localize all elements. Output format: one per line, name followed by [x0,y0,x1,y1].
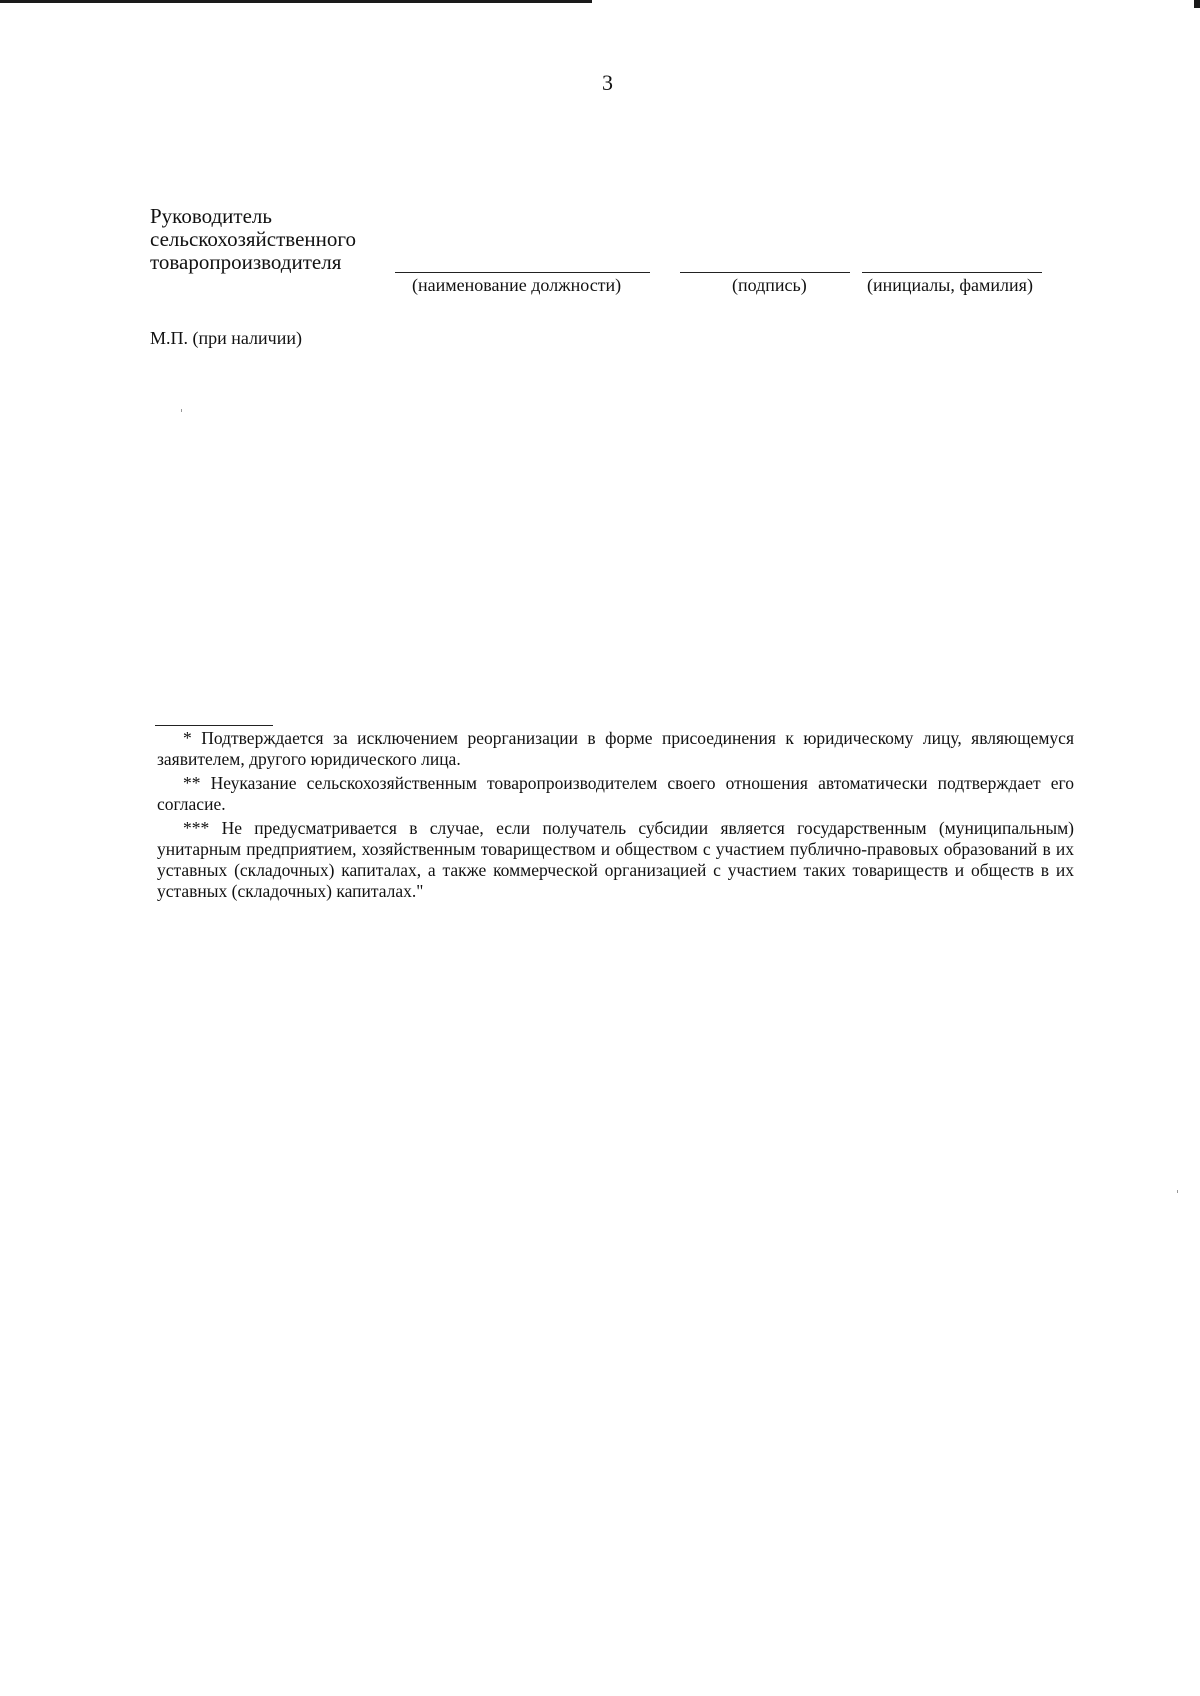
stamp-place-label: М.П. (при наличии) [150,328,302,348]
signer-title-line: товаропроизводителя [150,250,342,274]
footnote-separator [155,725,273,726]
footnote-1: * Подтверждается за исключением реорганизации в форме присоединения к юридическому лицу, являющемуся заявителем, другого юридического лица. [157,728,1074,769]
scan-edge-mark [0,0,592,3]
signer-title [150,205,356,274]
signer-title-line: Руководитель [150,204,272,228]
scan-corner-mark [1194,0,1200,8]
signer-title-line: сельскохозяйственного [150,227,356,251]
position-field-line [395,272,650,273]
name-field-line [862,272,1042,273]
scan-speck [1177,1190,1178,1193]
page-number: 3 [602,70,613,95]
position-caption: (наименование должности) [412,275,622,295]
signature-field-line [680,272,850,273]
signature-caption: (подпись) [732,275,807,295]
footnote-3: *** Не предусматривается в случае, если получатель субсидии является государственным (муниципальным) унитарным предприятием, хозяйственным товариществом и обществом с участием публично-правовых образований в их уставных (складочных) капиталах, а также коммерческой организацией с участием таких товариществ и обществ в их уставных (складочных) капиталах." [157,818,1074,901]
name-caption: (инициалы, фамилия) [867,275,1033,295]
footnote-2: ** Неуказание сельскохозяйственным товаропроизводителем своего отношения автоматически подтверждает его согласие. [157,773,1074,814]
scan-speck [181,409,182,412]
footnotes [157,728,1074,905]
